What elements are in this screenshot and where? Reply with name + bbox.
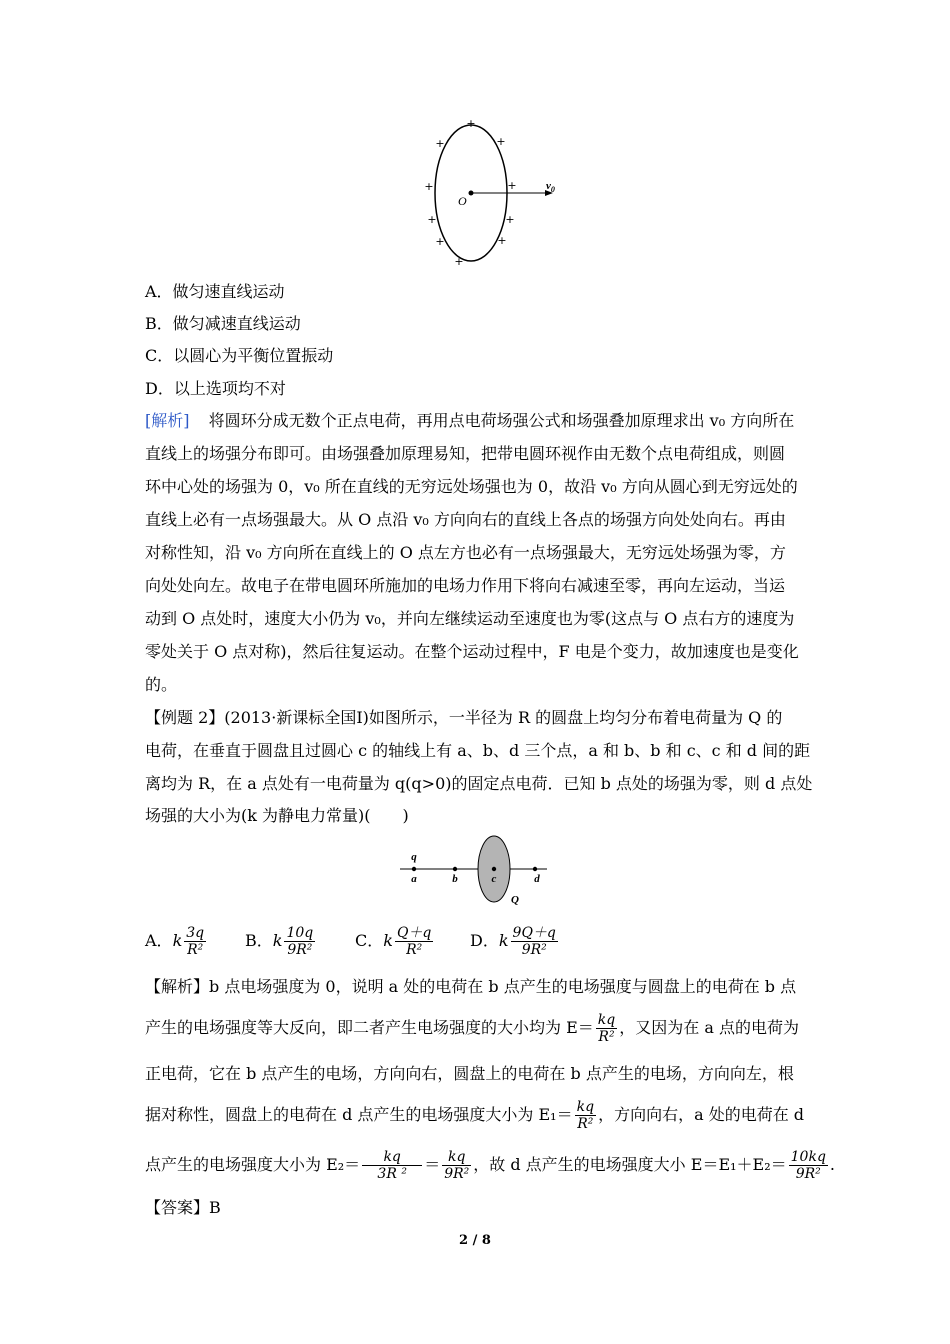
label-d: d (534, 873, 540, 885)
velocity-symbol: v (546, 180, 551, 192)
numerator: Q＋q (396, 925, 432, 941)
analysis-line: 直线上必有一点场强最大。从 O 点沿 v₀ 方向向右的直线上各点的场强方向处处向右。再由 (145, 510, 786, 529)
label-b: b (452, 873, 458, 885)
analysis-text: 将圆环分成无数个正点电荷，再用点电荷场强公式和场强叠加原理求出 v₀ 方向所在 (208, 411, 795, 430)
denominator: R² (406, 942, 423, 958)
analysis-line: 对称性知，沿 v₀ 方向所在直线上的 O 点左方也必有一点场强最大，无穷远处场强为零，方 (145, 543, 786, 562)
plus-sign: + (435, 137, 445, 150)
numerator: kq (442, 1149, 471, 1166)
analysis-line: 动到 O 点处时，速度大小仍为 v₀，并向左继续运动至速度也为零(这点与 O 点右方的速度为 (145, 609, 795, 628)
analysis2-line (145, 1012, 799, 1045)
numerator: kq (597, 1012, 616, 1028)
point-a-dot (412, 867, 416, 871)
analysis-line: 零处关于 O 点对称)，然后往复运动。在整个运动过程中，F 电是个变力，故加速度也是变化 (145, 642, 799, 661)
option-a: A．做匀速直线运动 (145, 282, 285, 301)
option-c: C．以圆心为平衡位置振动 (145, 346, 334, 365)
option-letter: B． (245, 931, 273, 950)
label-c: c (491, 873, 497, 885)
analysis2-line: 【解析】b 点电场强度为 0，说明 a 处的电荷在 b 点产生的电场强度与圆盘上的电荷在 b 点 (145, 977, 797, 996)
center-label: O (458, 194, 467, 208)
text-segment: ＝ (424, 1155, 441, 1174)
option-fraction (284, 925, 315, 958)
option-b: B．做匀减速直线运动 (145, 314, 301, 333)
analysis-line: 的。 (145, 675, 178, 694)
option-k: k (498, 931, 509, 950)
plus-sign: + (435, 235, 445, 248)
option-letter: A． (145, 931, 173, 950)
analysis-line: 环中心处的场强为 0，v₀ 所在直线的无穷远处场强也为 0，故沿 v₀ 方向从圆心到无穷远处的 (145, 477, 798, 496)
text-segment: . (829, 1155, 835, 1174)
text-segment: 产生的电场强度等大反向，即二者产生电场强度的大小均为 E＝ (145, 1018, 594, 1037)
disk-axis-figure (395, 833, 555, 908)
point-d-dot (533, 867, 537, 871)
plus-sign: + (496, 135, 506, 148)
option2-b (245, 925, 317, 958)
label-Q: Q (511, 894, 519, 906)
text-segment: 点产生的电场强度大小为 E₂＝ (145, 1155, 361, 1174)
denominator: R² (187, 942, 204, 958)
option-fraction (184, 925, 206, 958)
fraction (442, 1149, 471, 1182)
fraction (596, 1012, 617, 1045)
fraction (575, 1099, 596, 1132)
option-letter: D． (470, 931, 499, 950)
denominator: 9R² (521, 942, 547, 958)
label-q: q (411, 851, 417, 863)
page-number: 2 / 8 (459, 1233, 491, 1248)
denominator: 9R² (287, 942, 313, 958)
numerator: kq (576, 1099, 595, 1115)
plus-sign: + (454, 255, 464, 268)
option2-c (355, 925, 435, 958)
numerator: 10kq (790, 1149, 826, 1165)
answer-line: 【答案】B (145, 1198, 221, 1217)
example-line: 场强的大小为(k 为静电力常量)( ) (145, 806, 409, 825)
point-c-dot (492, 867, 496, 871)
text-segment: 据对称性，圆盘上的电荷在 d 点产生的电场强度大小为 E₁＝ (145, 1105, 573, 1124)
numerator: 9Q＋q (512, 925, 556, 941)
fraction (789, 1149, 828, 1182)
analysis-line: 向处处向左。故电子在带电圆环所施加的电场力作用下将向右减速至零，再向左运动，当运 (145, 576, 786, 595)
option-fraction (511, 925, 558, 958)
analysis-tag: [解析] (145, 411, 190, 430)
plus-sign: + (427, 213, 437, 226)
plus-sign: + (424, 180, 434, 193)
text-segment: ，方向向右，a 处的电荷在 d (598, 1105, 805, 1124)
denominator: 9R² (444, 1166, 470, 1182)
plus-sign: + (497, 234, 507, 247)
option2-a (145, 925, 208, 958)
denominator: R² (598, 1029, 615, 1045)
analysis-line (145, 410, 794, 432)
option-k: k (272, 931, 283, 950)
velocity-label (546, 180, 555, 194)
option-letter: C． (355, 931, 384, 950)
example-line: 【例题 2】(2013·新课标全国Ⅰ)如图所示，一半径为 R 的圆盘上均匀分布着电荷量为 Q 的 (145, 708, 783, 727)
plus-sign: + (507, 179, 517, 192)
denominator: 9R² (795, 1166, 821, 1182)
example-line: 电荷，在垂直于圆盘且过圆心 c 的轴线上有 a、b、d 三个点，a 和 b、b 和 c、c 和 d 间的距 (145, 741, 811, 760)
option-d: D．以上选项均不对 (145, 379, 286, 398)
analysis2-line (145, 1099, 804, 1132)
text-segment: ，又因为在 a 点的电荷为 (619, 1018, 799, 1037)
text-segment: ，故 d 点产生的电场强度大小 E＝E₁＋E₂＝ (473, 1155, 787, 1174)
denominator: 3R ² (377, 1166, 407, 1182)
denominator: R² (577, 1116, 594, 1132)
numerator: kq (362, 1149, 422, 1166)
option2-d (470, 925, 560, 958)
plus-sign: + (466, 117, 476, 130)
analysis-line: 直线上的场强分布即可。由场强叠加原理易知，把带电圆环视作由无数个点电荷组成，则圆 (145, 444, 786, 463)
example-line: 离均为 R，在 a 点处有一电荷量为 q(q>0)的固定点电荷．已知 b 点处的场强为零，则 d 点处 (145, 774, 813, 793)
numerator: 10q (286, 925, 314, 941)
option-fraction (395, 925, 433, 958)
point-b-dot (453, 867, 457, 871)
numerator: 3q (186, 925, 205, 941)
fraction (362, 1149, 422, 1182)
option-k: k (172, 931, 183, 950)
option-k: k (383, 931, 393, 950)
velocity-subscript: 0 (550, 185, 555, 194)
analysis2-line (145, 1149, 835, 1182)
label-a: a (411, 873, 417, 885)
charged-ring-figure (420, 115, 570, 270)
plus-sign: + (505, 213, 515, 226)
analysis2-line: 正电荷，它在 b 点产生的电场，方向向右，圆盘上的电荷在 b 点产生的电场，方向向左，根 (145, 1064, 794, 1083)
